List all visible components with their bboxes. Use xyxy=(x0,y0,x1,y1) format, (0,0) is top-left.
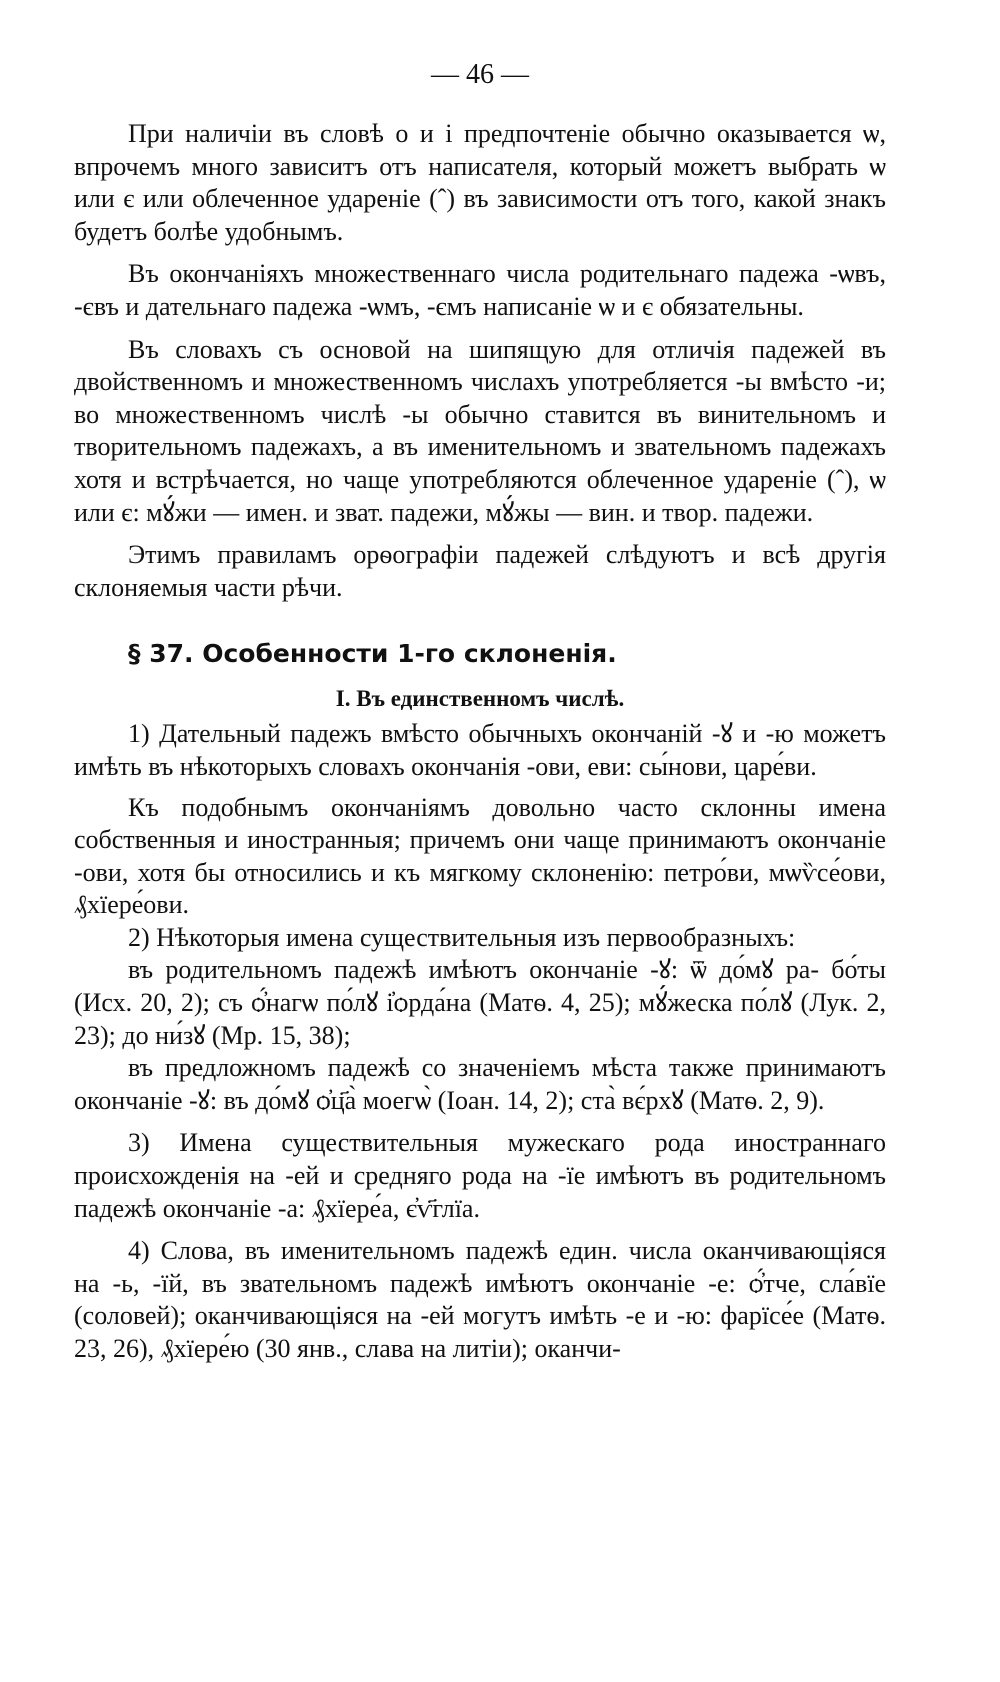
paragraph-1: При наличіи въ словѣ о и і предпочтеніе обычно оказывается ѡ, впрочемъ много зависитъ отъ написателя, который можетъ выбрать ѡ или є или облеченное удареніе (ˆ) въ зависимости отъ того, какой знакъ будетъ болѣе удобнымъ. xyxy=(74,119,886,246)
paragraph-4: Этимъ правиламъ орѳографіи падежей слѣдуютъ и всѣ другія склоняемыя части рѣчи. xyxy=(74,540,886,602)
section-subheading: I. Въ единственномъ числѣ. xyxy=(335,686,625,712)
page-number-text: — 46 — xyxy=(431,59,529,90)
rule-3: 3) Имена существительныя мужескаго рода иностраннаго происхожденія на -ей и средняго рода на -їе имѣютъ въ родительномъ падежѣ окончаніе -а: ₰хїере́а, є҆ѵ҃глїа. xyxy=(74,1128,886,1223)
paragraph-2: Въ окончаніяхъ множественнаго числа родительнаго падежа -ѡвъ, -євъ и дательнаго падежа -ѡмъ, -ємъ написаніе ѡ и є обязательны. xyxy=(74,259,886,321)
paragraph-3: Въ словахъ съ основой на шипящую для отличія падежей въ двойственномъ и множественномъ числахъ употребляется -ы вмѣсто -и; во множественномъ числѣ -ы обычно ставится въ винительномъ и творительномъ падежахъ, а въ именительномъ и звательномъ падежахъ хотя и встрѣчается, но чаще употребляются облеченное удареніе (ˆ), ѡ или є: мꙋ́жи — имен. и зват. падежи, мꙋ́жы — вин. и твор. падежи. xyxy=(74,334,886,527)
section-heading: § 37. Особенности 1-го склоненія. xyxy=(128,639,617,669)
rule-2-genitive: въ родительномъ падежѣ имѣютъ окончаніе -ꙋ: ѿ до́мꙋ ра- бо́ты (Исх. 20, 2); съ ѻ҆́нагѡ по́лꙋ і҆ѻрда́на (Матѳ. 4, 25); мꙋ́жеска по́лꙋ (Лук. 2, 23); до ни́зꙋ (Мр. 15, 38); xyxy=(74,955,886,1050)
document-page xyxy=(74,58,886,1366)
rule-4: 4) Слова, въ именительномъ падежѣ един. числа оканчивающіяся на -ь, -їй, въ звательномъ падежѣ имѣютъ окончаніе -е: ѻ҆́тче, сла́вїе (соловей); оканчивающіяся на -ей могутъ имѣть -е и -ю: фарїсе́е (Матѳ. 23, 26), ₰хїере́ю (30 янв., слава на литіи); оканчи- xyxy=(74,1236,886,1363)
rule-1: 1) Дательный падежъ вмѣсто обычныхъ окончаній -ꙋ и -ю можетъ имѣть въ нѣкоторыхъ словахъ окончанія -ови, еви: сы́нови, царе́ви. xyxy=(74,719,886,781)
rule-2: 2) Нѣкоторыя имена существительныя изъ первообразныхъ: xyxy=(128,922,796,952)
page-number xyxy=(74,58,886,92)
rule-1-note: Къ подобнымъ окончаніямъ довольно часто склонны имена собственныя и иностранныя; причемъ они чаще принимаютъ окончаніе -ови, хотя бы относились и къ мягкому склоненію: петро́ви, мѡѷсе́ови, ₰хїере́ови. xyxy=(74,792,886,920)
rule-2-locative: въ предложномъ падежѣ со значеніемъ мѣста также принимаютъ окончаніе -ꙋ: въ до́мꙋ ѻ҆ц҃а̀ моегѡ̀ (Іоан. 14, 2); ста̀ вє́рхꙋ (Матѳ. 2, 9). xyxy=(74,1053,886,1115)
